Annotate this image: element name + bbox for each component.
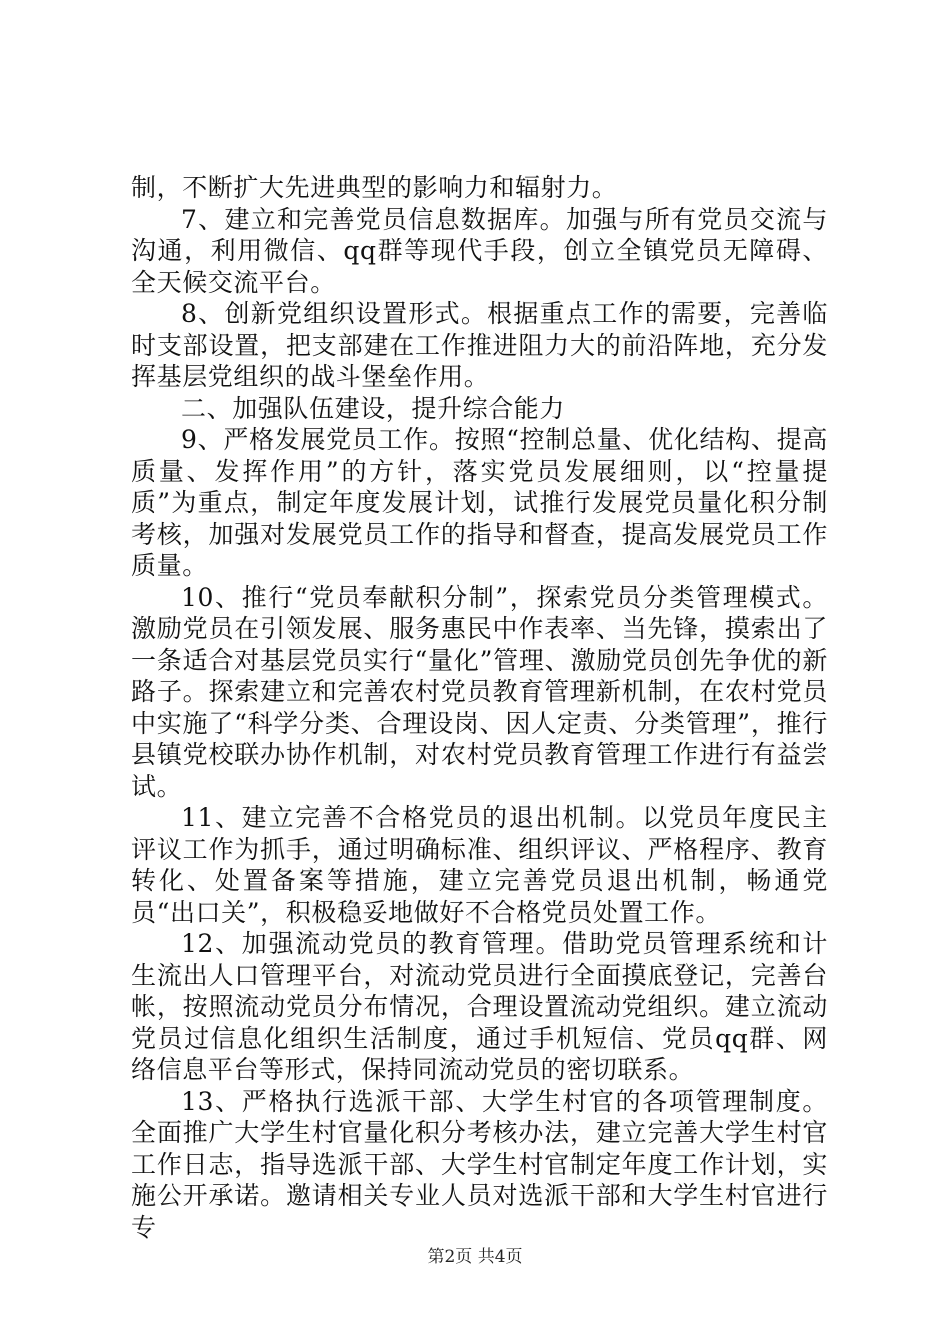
paragraph-continuation: 制，不断扩大先进典型的影响力和辐射力。 [131,173,618,202]
paragraph-item-13: 13、严格执行选派干部、大学生村官的各项管理制度。全面推广大学生村官量化积分考核办法，建立完善大学生村官工作日志，指导选派干部、大学生村官制定年度工作计划，实施公开承诺。邀请相关专业人员对选派干部和大学生村官进行专 [131,1086,828,1242]
paragraph-item-10: 10、推行“党员奉献积分制”，探索党员分类管理模式。激励党员在引领发展、服务惠民中作表率、当先锋，摸索出了一条适合对基层党员实行“量化”管理、激励党员创先争优的新路子。探索建立和完善农村党员教育管理新机制，在农村党员中实施了“科学分类、合理设岗、因人定责、分类管理”，推行县镇党校联办协作机制，对农村党员教育管理工作进行有益尝试。 [131,582,828,801]
paragraph-item-9: 9、严格发展党员工作。按照“控制总量、优化结构、提高质量、发挥作用”的方针，落实党员发展细则，以“控量提质”为重点，制定年度发展计划，试推行发展党员量化积分制考核，加强对发展党员工作的指导和督查，提高发展党员工作质量。 [131,425,828,580]
section-heading-2: 二、加强队伍建设，提升综合能力 [181,393,566,423]
paragraph-item-8: 8、创新党组织设置形式。根据重点工作的需要，完善临时支部设置，把支部建在工作推进阻力大的前沿阵地，充分发挥基层党组织的战斗堡垒作用。 [131,299,828,391]
paragraph-item-12: 12、加强流动党员的教育管理。借助党员管理系统和计生流出人口管理平台，对流动党员进行全面摸底登记，完善台帐，按照流动党员分布情况，合理设置流动党组织。建立流动党员过信息化组织生活制度，通过手机短信、党员qq群、网络信息平台等形式，保持同流动党员的密切联系。 [131,929,828,1084]
document-body [131,172,828,1243]
paragraph-item-11: 11、建立完善不合格党员的退出机制。以党员年度民主评议工作为抓手，通过明确标准、组织评议、严格程序、教育转化、处置备案等措施，建立完善党员退出机制，畅通党员“出口关”，积极稳妥地做好不合格党员处置工作。 [131,803,828,927]
paragraph-item-7: 7、建立和完善党员信息数据库。加强与所有党员交流与沟通，利用微信、qq群等现代手段，创立全镇党员无障碍、全天候交流平台。 [131,204,828,297]
page-footer: 第2页 共4页 [427,1247,523,1267]
